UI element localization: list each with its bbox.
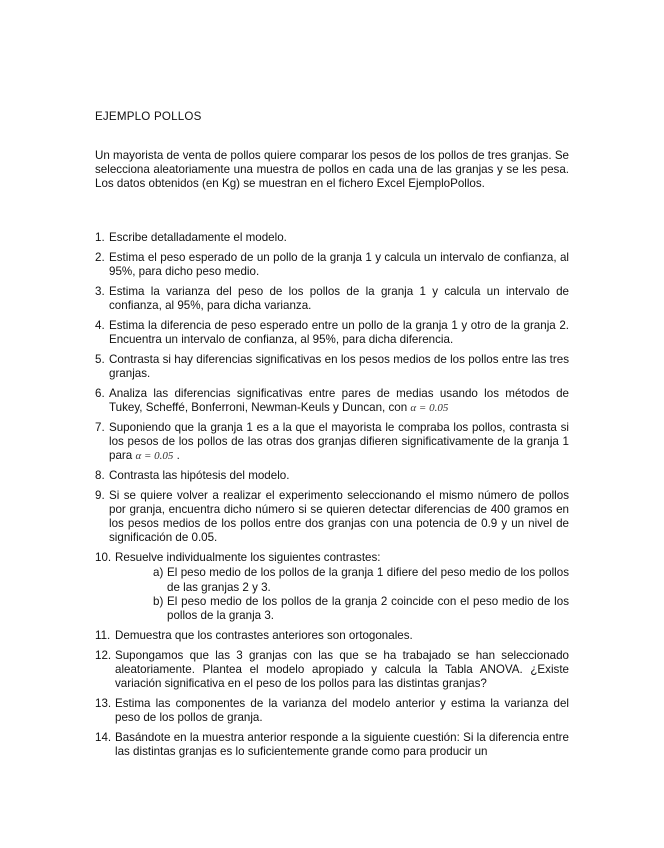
item-text-wrapper: Suponiendo que la granja 1 es a la que el mayorista le compraba los pollos, contrasta si los pesos de los pollos de las otras dos granjas difieren significativamente de la granja 1 para α = 0.05 . bbox=[109, 420, 569, 463]
item-number: 7. bbox=[95, 420, 105, 434]
item-number: 12. bbox=[95, 648, 112, 662]
list-item bbox=[95, 285, 569, 313]
item-text-wrapper bbox=[109, 387, 569, 415]
list-item bbox=[95, 251, 569, 279]
sub-item bbox=[153, 595, 569, 623]
item-text: Estima el peso esperado de un pollo de la granja 1 y calcula un intervalo de confianza, al 95%, para dicho peso medio. bbox=[109, 250, 569, 278]
sub-item-text: El peso medio de los pollos de la granja 1 difiere del peso medio de los pollos de las granjas 2 y 3. bbox=[167, 566, 569, 594]
sub-item-label: a) bbox=[153, 566, 164, 580]
exercise-list bbox=[95, 231, 569, 765]
list-item bbox=[95, 421, 569, 464]
item-number: 14. bbox=[95, 730, 112, 744]
list-item bbox=[95, 469, 569, 483]
intro-paragraph: Un mayorista de venta de pollos quiere comparar los pesos de los pollos de tres granjas. Se selecciona aleatoriamente una muestra de pollos en cada una de las granjas y se les pesa. Los datos obtenidos (en Kg) se muestran en el fichero Excel EjemploPollos. bbox=[95, 149, 569, 191]
item-text: Resuelve individualmente los siguientes contrastes: bbox=[115, 551, 381, 565]
alpha-formula: α = 0.05 bbox=[135, 450, 174, 463]
list-item bbox=[95, 319, 569, 347]
item-text: Si se quiere volver a realizar el experimento seleccionando el mismo número de pollos por granja, encuentra dicho número si se quieren detectar diferencias de 400 gramos en los pesos medios de los pollos entre dos granjas con una potencia de 0.9 y un nivel de significación de 0.05. bbox=[109, 488, 569, 545]
item-number: 3. bbox=[95, 284, 105, 298]
list-item bbox=[95, 551, 569, 565]
list-item bbox=[95, 353, 569, 381]
item-number: 10. bbox=[95, 551, 112, 565]
item-text: Supongamos que las 3 granjas con las que se ha trabajado se han seleccionado aleatoriamente. Plantea el modelo apropiado y calcula la Tabla ANOVA. ¿Existe variación significativa en el peso de los pollos para las distintas granjas? bbox=[115, 648, 569, 691]
item-number: 13. bbox=[95, 696, 112, 710]
list-item bbox=[95, 489, 569, 546]
item-number: 8. bbox=[95, 469, 105, 482]
list-item bbox=[95, 231, 569, 245]
list-item bbox=[95, 629, 569, 643]
sub-item bbox=[153, 566, 569, 594]
item-text: Demuestra que los contrastes anteriores son ortogonales. bbox=[115, 628, 413, 642]
sub-item-label: b) bbox=[153, 594, 164, 608]
item-text: Estima la varianza del peso de los pollos de la granja 1 y calcula un intervalo de confianza, al 95%, para dicha varianza. bbox=[109, 284, 569, 312]
item-text: Contrasta las hipótesis del modelo. bbox=[109, 469, 290, 482]
list-item bbox=[95, 697, 569, 725]
item-text: Basándote en la muestra anterior responde a la siguiente cuestión: Si la diferencia entre las distintas granjas es lo suficientemente grande como para producir un bbox=[115, 730, 569, 759]
item-number: 4. bbox=[95, 318, 105, 332]
list-item bbox=[95, 731, 569, 759]
item-text: Contrasta si hay diferencias significativas en los pesos medios de los pollos entre las tres granjas. bbox=[109, 352, 569, 380]
item-number: 2. bbox=[95, 250, 105, 264]
alpha-formula: α = 0.05 bbox=[410, 402, 449, 414]
item-number: 1. bbox=[95, 231, 105, 244]
document-title: EJEMPLO POLLOS bbox=[95, 110, 202, 123]
item-number: 6. bbox=[95, 386, 105, 400]
list-item bbox=[95, 387, 569, 415]
item-text: Suponiendo que la granja 1 es a la que el mayorista le compraba los pollos, contrasta si los pesos de los pollos de las otras dos granjas difieren significativamente de la granja 1 para bbox=[109, 420, 569, 463]
item-text: Estima la diferencia de peso esperado entre un pollo de la granja 1 y otro de la granja 2. Encuentra un intervalo de confianza, al 95%, para dicha diferencia. bbox=[109, 318, 569, 346]
item-number: 9. bbox=[95, 488, 105, 502]
list-item bbox=[95, 649, 569, 692]
sub-item-text: El peso medio de los pollos de la granja 2 coincide con el peso medio de los pollos de la granja 3. bbox=[167, 594, 569, 623]
item-text: Analiza las diferencias significativas entre pares de medias usando los métodos de Tukey, Scheffé, Bonferroni, Newman-Keuls y Duncan, con bbox=[109, 386, 569, 414]
item-number: 5. bbox=[95, 352, 105, 366]
item-text: Escribe detalladamente el modelo. bbox=[109, 231, 287, 244]
item-number: 11. bbox=[95, 628, 111, 642]
item-text: Estima las componentes de la varianza del modelo anterior y estima la varianza del peso de los pollos de granja. bbox=[115, 696, 569, 725]
